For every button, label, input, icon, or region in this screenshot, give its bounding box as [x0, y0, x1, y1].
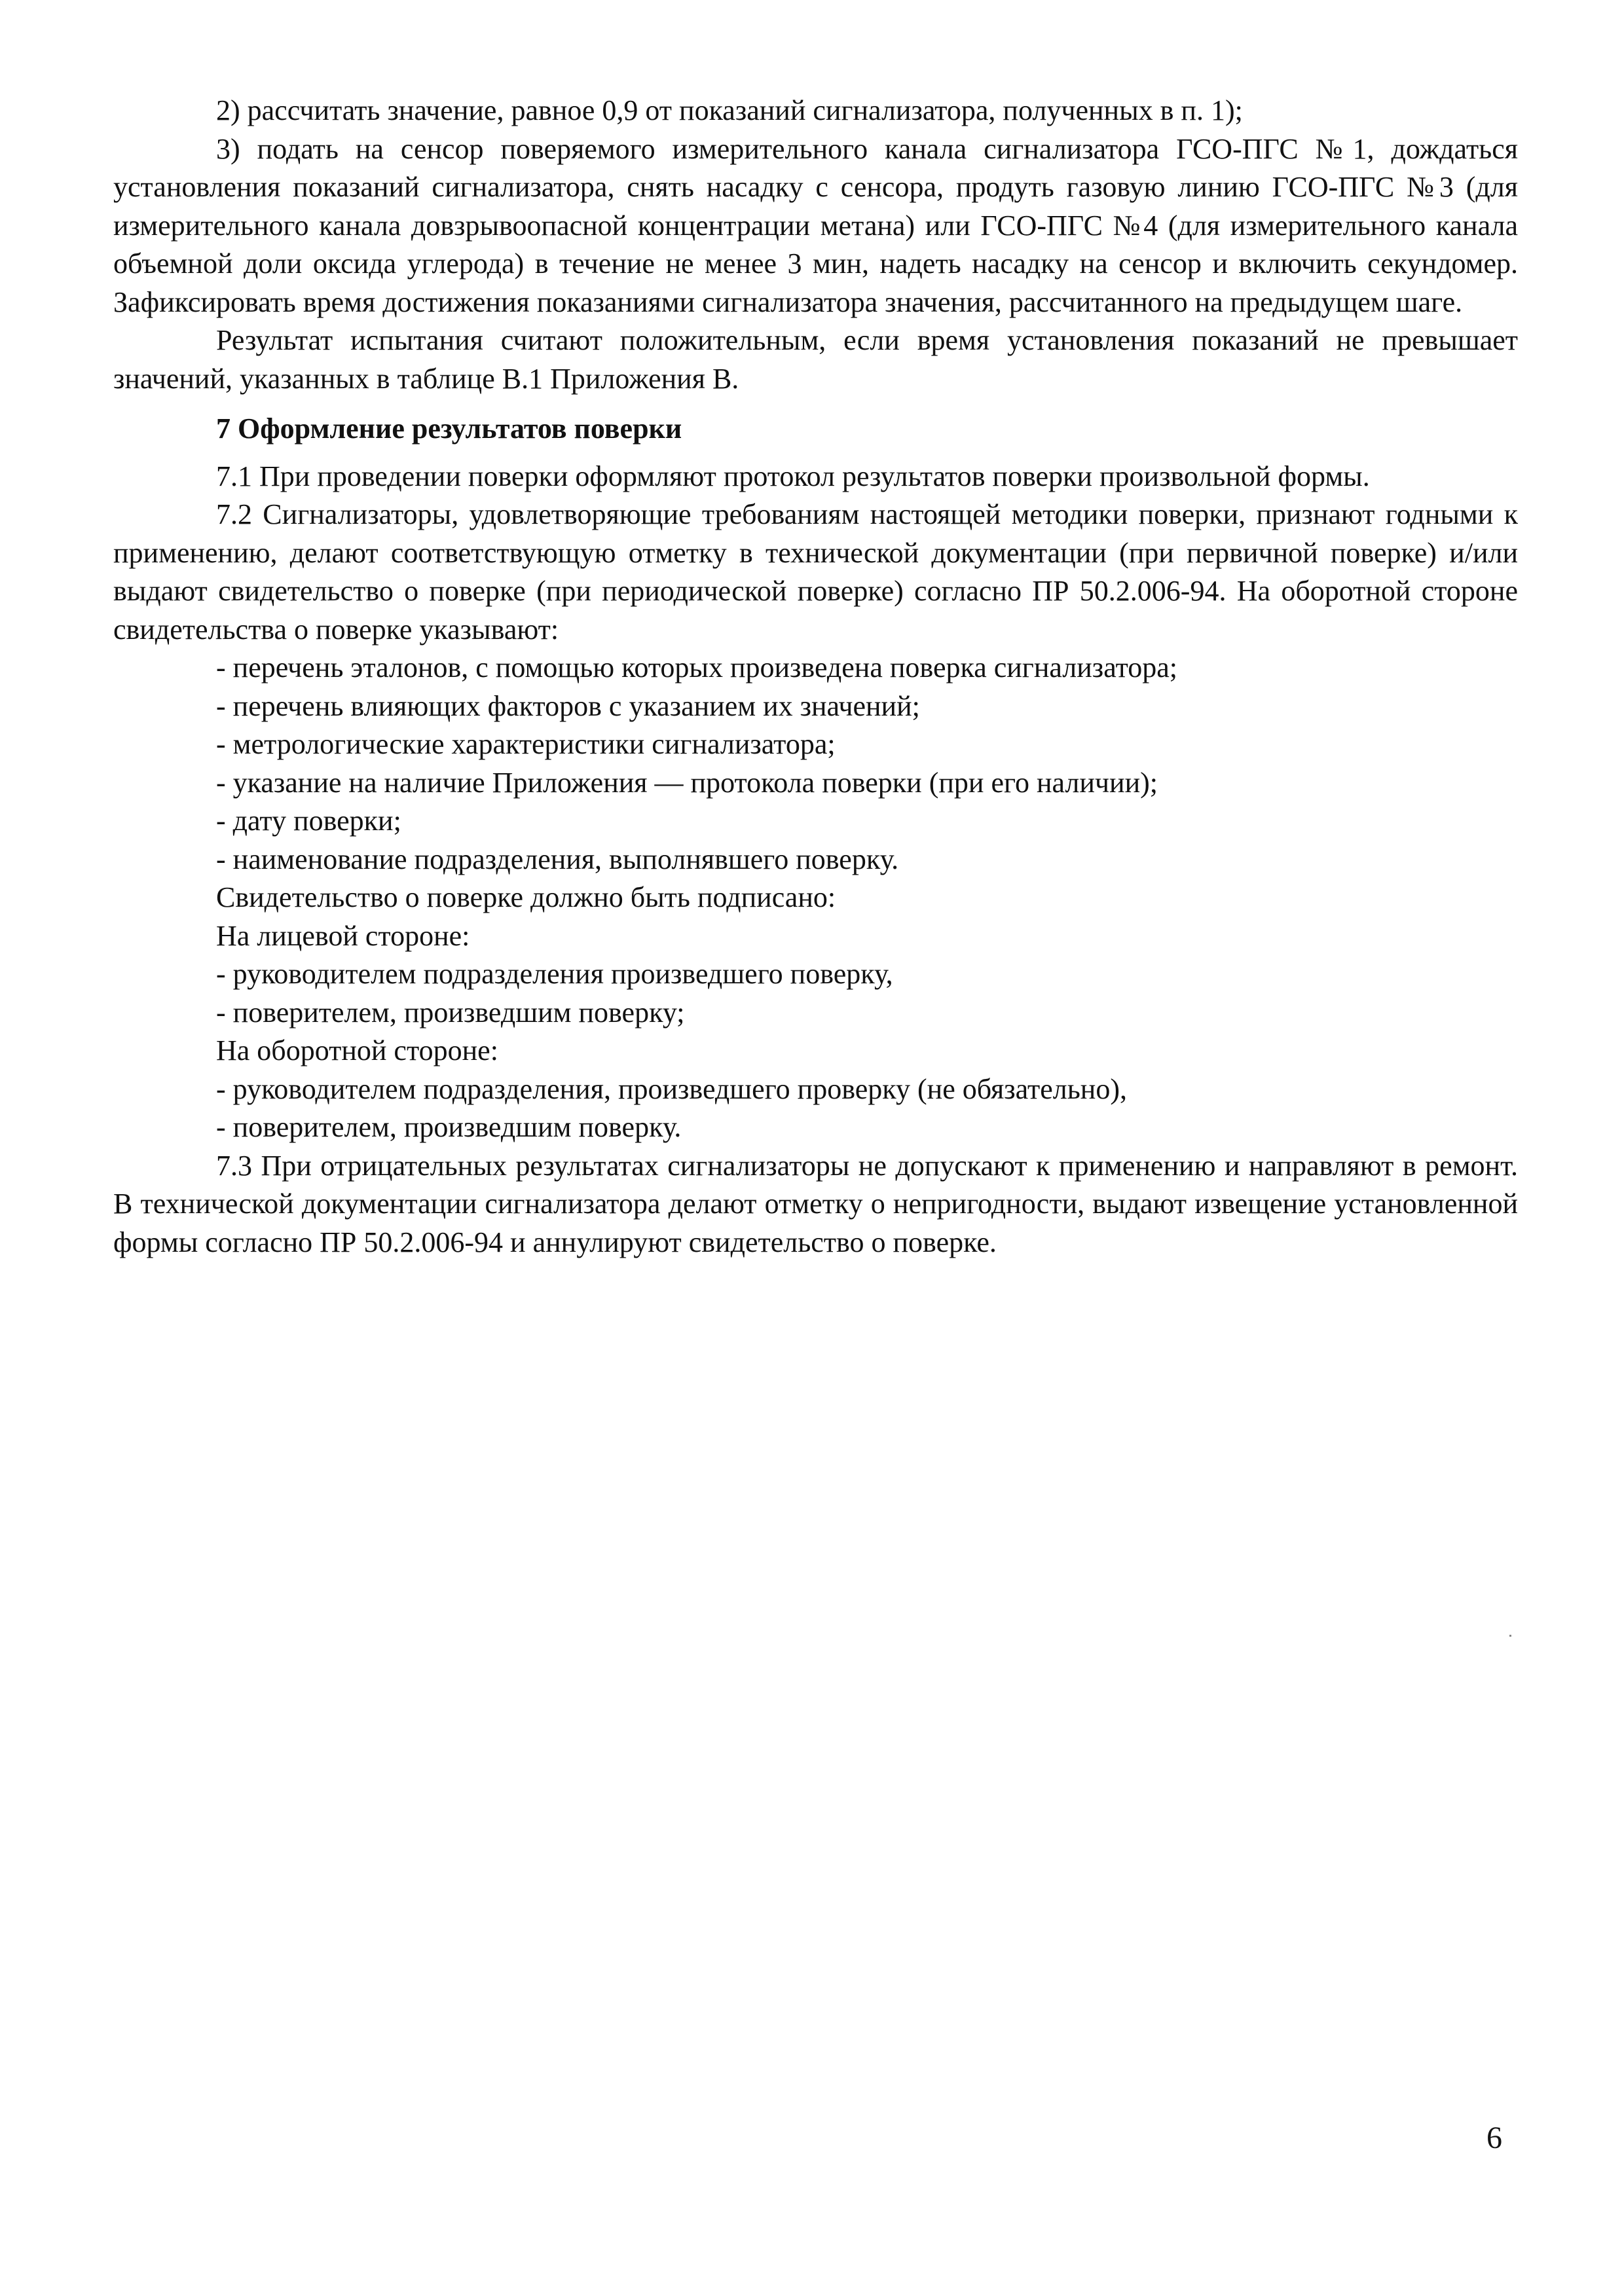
back-side-label: На оборотной стороне:: [216, 1034, 498, 1066]
paragraph-7-2: 7.2 Сигнализаторы, удовлетворяющие требованиям настоящей методики поверки, признают годными к применению, делают соответствующую отметку в технической документации (при первичной поверке) и/или выдают свидетельство о поверке (при периодической поверке) согласно ПР 50.2.006-94. На оборотной стороне свидетельства о поверке указывают:: [113, 498, 1518, 646]
list-item: - поверителем, произведшим поверку.: [216, 1111, 682, 1143]
list-item: - метрологические характеристики сигнализатора;: [216, 728, 836, 760]
list-item: - руководителем подразделения произведшего поверку,: [216, 958, 893, 990]
list-item: - руководителем подразделения, произведшего проверку (не обязательно),: [216, 1072, 1128, 1105]
list-item-2: 2) рассчитать значение, равное 0,9 от показаний сигнализатора, полученных в п. 1);: [216, 94, 1243, 126]
list-item: - наименование подразделения, выполнявшего поверку.: [216, 843, 899, 875]
list-item: - дату поверки;: [216, 805, 401, 837]
list-item: - перечень эталонов, с помощью которых произведена поверка сигнализатора;: [216, 651, 1177, 683]
scan-speck: [1509, 1635, 1511, 1637]
paragraph-7-1: 7.1 При проведении поверки оформляют протокол результатов поверки произвольной формы.: [216, 460, 1370, 492]
list-item: - указание на наличие Приложения — протокола поверки (при его наличии);: [216, 766, 1158, 799]
section-7-heading: 7 Оформление результатов поверки: [216, 412, 682, 445]
document-page: [113, 92, 1518, 1262]
front-side-label: На лицевой стороне:: [216, 919, 470, 952]
test-result-paragraph: Результат испытания считают положительным, если время установления показаний не превышает значений, указанных в таблице В.1 Приложения В.: [113, 324, 1518, 395]
signed-intro: Свидетельство о поверке должно быть подписано:: [216, 881, 836, 913]
paragraph-7-3: 7.3 При отрицательных результатах сигнализаторы не допускают к применению и направляют в ремонт. В технической документации сигнализатора делают отметку о непригодности, выдают извещение установленной формы согласно ПР 50.2.006-94 и аннулируют свидетельство о поверке.: [113, 1149, 1518, 1258]
list-item: - поверителем, произведшим поверку;: [216, 996, 685, 1029]
page-number: 6: [1486, 2121, 1502, 2155]
list-item: - перечень влияющих факторов с указанием их значений;: [216, 689, 920, 722]
list-item-3: 3) подать на сенсор поверяемого измерительного канала сигнализатора ГСО-ПГС №1, дождаться установления показаний сигнализатора, снять насадку с сенсора, продуть газовую линию ГСО-ПГС №3 (для измерительного канала довзрывоопасной концентрации метана) или ГСО-ПГС №4 (для измерительного канала объемной доли оксида углерода) в течение не менее 3 мин, надеть насадку на сенсор и включить секундомер. Зафиксировать время достижения показаниями сигнализатора значения, рассчитанного на предыдущем шаге.: [113, 132, 1518, 318]
